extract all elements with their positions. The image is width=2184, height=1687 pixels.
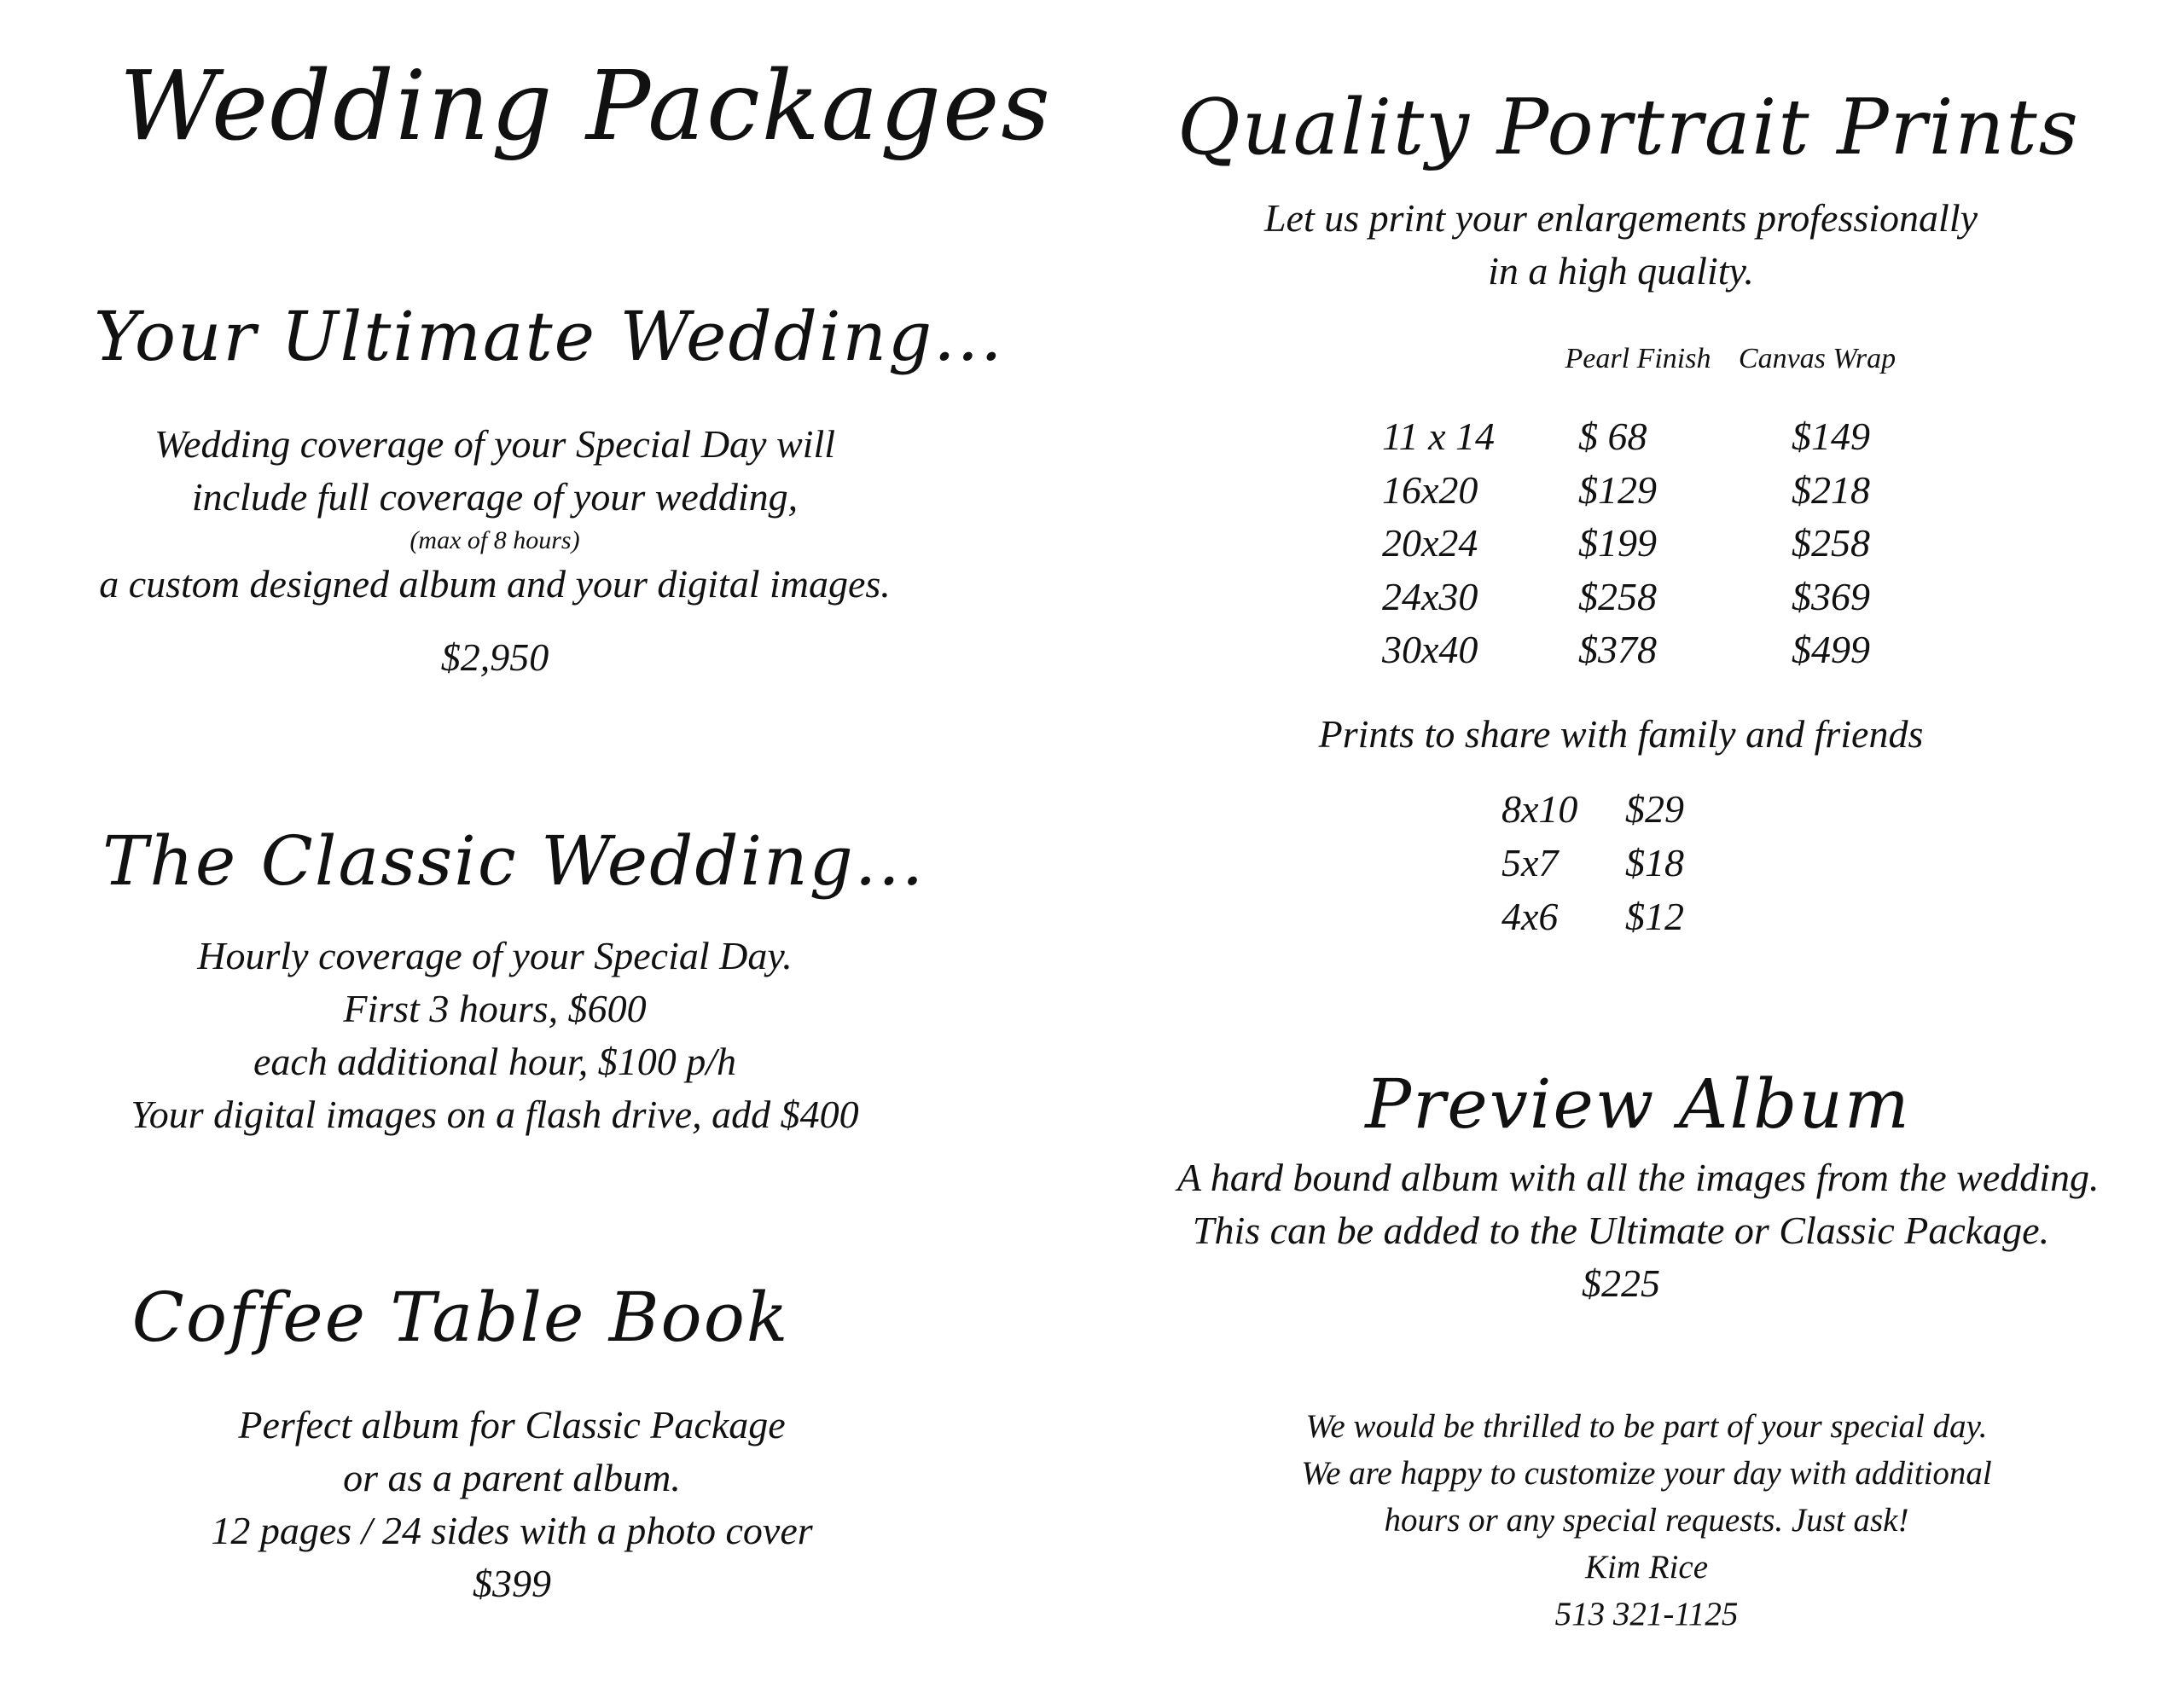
- canvas-price: $369: [1792, 575, 1870, 618]
- ultimate-hours-note: (max of 8 hours): [410, 526, 580, 554]
- pearl-price: $199: [1578, 521, 1657, 565]
- classic-line-2: First 3 hours, $600: [343, 987, 647, 1030]
- share-prints-heading: Prints to share with family and friends: [1318, 712, 1924, 756]
- preview-price: $225: [1582, 1261, 1660, 1305]
- ultimate-line-3: a custom designed album and your digital images.: [99, 562, 891, 606]
- share-print-size: 8x10: [1502, 787, 1578, 831]
- share-print-price: $29: [1625, 787, 1684, 831]
- portrait-prints-intro: [1177, 192, 2065, 298]
- page-title: Wedding Packages: [119, 51, 1052, 162]
- coffee-line-3: 12 pages / 24 sides with a photo cover: [211, 1509, 813, 1552]
- canvas-price: $149: [1792, 415, 1870, 458]
- preview-album-heading: Preview Album: [1365, 1064, 1911, 1144]
- classic-wedding-description: [68, 930, 921, 1141]
- pearl-price: $129: [1578, 468, 1657, 512]
- portrait-prints-heading: Quality Portrait Prints: [1177, 83, 2080, 172]
- price-row: [0, 414, 2184, 467]
- canvas-price: $218: [1792, 468, 1870, 512]
- ultimate-wedding-price: $2,950: [440, 635, 549, 679]
- print-size: 24x30: [1382, 575, 1478, 618]
- share-print-size: 5x7: [1502, 841, 1559, 884]
- classic-line-4: Your digital images on a flash drive, add $400: [131, 1093, 859, 1136]
- preview-line-2: This can be added to the Ultimate or Classic Package.: [1192, 1209, 2050, 1252]
- price-row: [0, 467, 2184, 520]
- classic-line-3: each additional hour, $100 p/h: [253, 1040, 737, 1083]
- coffee-table-book-description: [68, 1399, 956, 1610]
- pearl-price: $ 68: [1578, 415, 1647, 458]
- print-size: 30x40: [1382, 628, 1478, 671]
- canvas-price: $258: [1792, 521, 1870, 565]
- coffee-line-1: Perfect album for Classic Package: [238, 1403, 786, 1446]
- preview-album-description: [1177, 1151, 2100, 1310]
- coffee-price: $399: [473, 1562, 551, 1605]
- share-price-row: [0, 840, 2184, 893]
- canvas-wrap-column-header: Canvas Wrap: [1738, 343, 1896, 374]
- print-size: 16x20: [1382, 468, 1478, 512]
- portrait-intro-line-2: in a high quality.: [1488, 249, 1754, 293]
- portrait-intro-line-1: Let us print your enlargements professionally: [1263, 196, 1978, 240]
- ultimate-line-1: Wedding coverage of your Special Day will: [154, 422, 835, 466]
- price-row: [0, 627, 2184, 680]
- share-price-row: [0, 894, 2184, 947]
- print-size: 20x24: [1382, 521, 1478, 565]
- ultimate-line-2: include full coverage of your wedding,: [191, 475, 799, 519]
- ultimate-wedding-heading: Your Ultimate Wedding...: [94, 297, 1004, 376]
- pearl-price: $258: [1578, 575, 1657, 618]
- closing-line-2: We are happy to customize your day with additional: [1301, 1455, 1992, 1492]
- pearl-price: $378: [1578, 628, 1657, 671]
- print-size: 11 x 14: [1382, 415, 1496, 458]
- contact-name: Kim Rice: [1584, 1549, 1709, 1586]
- canvas-price: $499: [1792, 628, 1870, 671]
- classic-line-1: Hourly coverage of your Special Day.: [197, 934, 793, 977]
- coffee-line-2: or as a parent album.: [343, 1456, 681, 1499]
- price-row: [0, 520, 2184, 573]
- coffee-table-book-heading: Coffee Table Book: [131, 1278, 790, 1357]
- share-print-price: $12: [1625, 895, 1684, 938]
- contact-phone: 513 321-1125: [1554, 1596, 1739, 1632]
- share-print-size: 4x6: [1502, 895, 1559, 938]
- share-price-row: [0, 786, 2184, 839]
- share-print-price: $18: [1625, 841, 1684, 884]
- price-row: [0, 574, 2184, 627]
- closing-line-1: We would be thrilled to be part of your special day.: [1305, 1408, 1988, 1445]
- pearl-finish-column-header: Pearl Finish: [1565, 343, 1711, 374]
- preview-line-1: A hard bound album with all the images from the wedding.: [1177, 1156, 2100, 1199]
- closing-line-3: hours or any special requests. Just ask!: [1384, 1502, 1909, 1539]
- closing-note: [1237, 1403, 2056, 1638]
- classic-wedding-heading: The Classic Wedding...: [102, 821, 926, 901]
